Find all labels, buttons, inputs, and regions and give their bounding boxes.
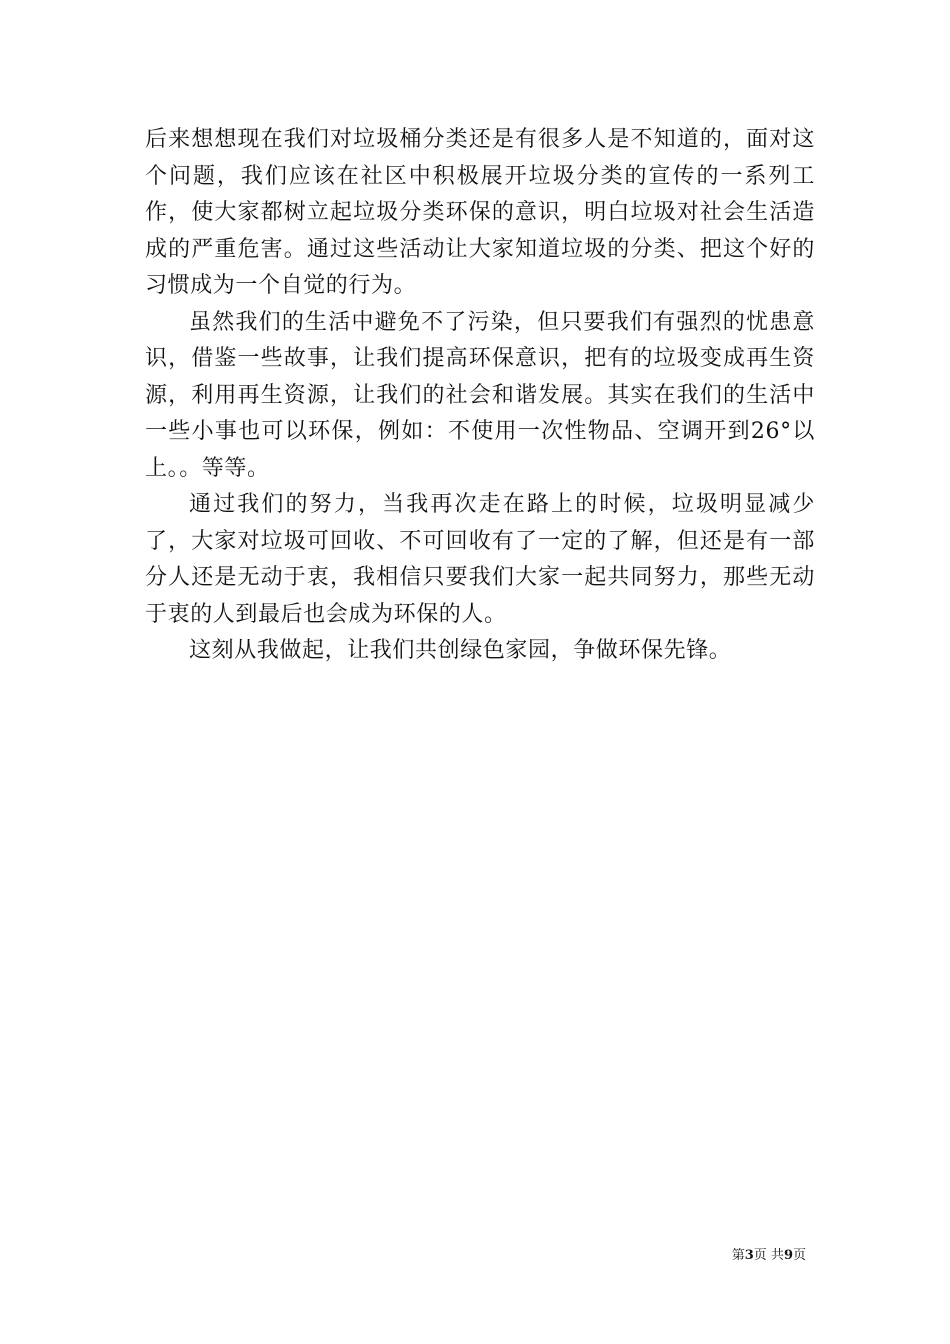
paragraph-3: 通过我们的努力，当我再次走在路上的时候，垃圾明显减少了，大家对垃圾可回收、不可回收有了一定的了解，但还是有一部分人还是无动于衷，我相信只要我们大家一起共同努力，那些无动于衷的人到最后也会成为环保的人。 xyxy=(145,492,815,627)
page-footer xyxy=(700,1248,806,1264)
footer-prefix: 第 xyxy=(731,1248,745,1263)
footer-suffix: 页 xyxy=(792,1248,806,1263)
paragraph-1: 后来想想现在我们对垃圾桶分类还是有很多人是不知道的，面对这个问题，我们应该在社区中积极展开垃圾分类的宣传的一系列工作，使大家都树立起垃圾分类环保的意识，明白垃圾对社会生活造成的严重危害。通过这些活动让大家知道垃圾的分类、把这个好的习惯成为一个自觉的行为。 xyxy=(145,127,815,298)
document-body xyxy=(145,122,815,670)
footer-current-page: 3 xyxy=(744,1248,754,1263)
footer-middle: 页 共 xyxy=(753,1248,784,1263)
paragraph-4: 这刻从我做起，让我们共创绿色家园，争做环保先锋。 xyxy=(189,638,732,663)
paragraph-2: 虽然我们的生活中避免不了污染，但只要我们有强烈的忧患意识，借鉴一些故事，让我们提高环保意识，把有的垃圾变成再生资源，利用再生资源，让我们的社会和谐发展。其实在我们的生活中一些小事也可以环保，例如：不使用一次性物品、空调开到26°以上。。等等。 xyxy=(145,309,815,481)
footer-total-pages: 9 xyxy=(783,1248,793,1263)
